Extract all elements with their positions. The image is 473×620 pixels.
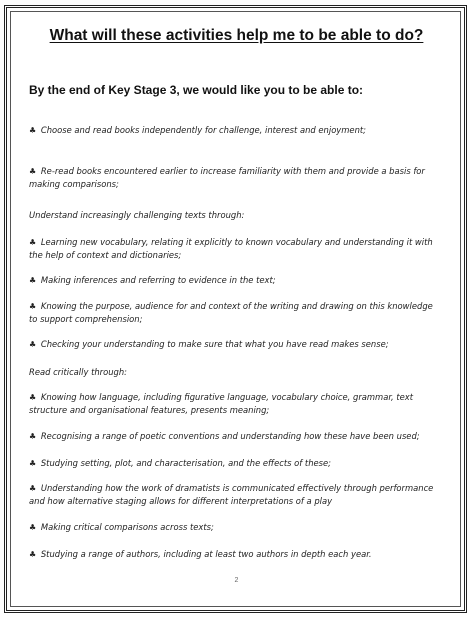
list-item-text: Making inferences and referring to evidence in the text;: [40, 275, 276, 285]
list-item-text: Choose and read books independently for challenge, interest and enjoyment;: [40, 125, 366, 135]
page-number: 2: [234, 577, 239, 584]
club-bullet-icon: ♣: [29, 238, 37, 247]
list-item: [29, 548, 443, 561]
list-item: [29, 430, 443, 443]
club-bullet-icon: ♣: [29, 126, 37, 135]
list-item-text: Re-read books encountered earlier to increase familiarity with them and provide a basis for making comparisons;: [29, 166, 425, 189]
club-bullet-icon: ♣: [29, 484, 37, 493]
club-bullet-icon: ♣: [29, 393, 37, 402]
list-heading-text: Read critically through:: [29, 367, 127, 377]
club-bullet-icon: ♣: [29, 550, 37, 559]
list-item-text: Studying a range of authors, including at least two authors in depth each year.: [40, 549, 372, 559]
list-item: [29, 274, 443, 287]
list-item: [29, 521, 443, 534]
club-bullet-icon: ♣: [29, 302, 37, 311]
list-heading-text: Understand increasingly challenging texts through:: [29, 210, 245, 220]
list-item-text: Studying setting, plot, and characterisation, and the effects of these;: [40, 458, 331, 468]
page-title: What will these activities help me to be able to do?: [49, 27, 424, 44]
section-subtitle: By the end of Key Stage 3, we would like you to be able to:: [29, 83, 364, 97]
list-item: [29, 300, 443, 326]
list-item-text: Knowing how language, including figurative language, vocabulary choice, grammar, text structure and organisational features, presents meaning;: [29, 392, 414, 415]
club-bullet-icon: ♣: [29, 167, 37, 176]
list-item: [29, 165, 443, 191]
club-bullet-icon: ♣: [29, 459, 37, 468]
list-item: [29, 457, 443, 470]
list-item-text: Learning new vocabulary, relating it explicitly to known vocabulary and understanding it with the help of context and dictionaries;: [29, 237, 433, 260]
list-item: [29, 482, 443, 508]
club-bullet-icon: ♣: [29, 276, 37, 285]
list-item: [29, 236, 443, 262]
list-item: [29, 124, 443, 137]
list-heading: [29, 366, 443, 379]
list-item-text: Understanding how the work of dramatists is communicated effectively through performance and how alternative staging allows for different interpretations of a play: [29, 483, 434, 506]
list-item: [29, 338, 443, 351]
club-bullet-icon: ♣: [29, 432, 37, 441]
list-item-text: Checking your understanding to make sure that what you have read makes sense;: [40, 339, 389, 349]
list-heading: [29, 209, 443, 222]
club-bullet-icon: ♣: [29, 523, 37, 532]
list-item-text: Knowing the purpose, audience for and context of the writing and drawing on this knowledge to support comprehension;: [29, 301, 433, 324]
club-bullet-icon: ♣: [29, 340, 37, 349]
list-item-text: Making critical comparisons across texts;: [40, 522, 214, 532]
list-item: [29, 391, 443, 417]
list-item-text: Recognising a range of poetic conventions and understanding how these have been used;: [40, 431, 420, 441]
